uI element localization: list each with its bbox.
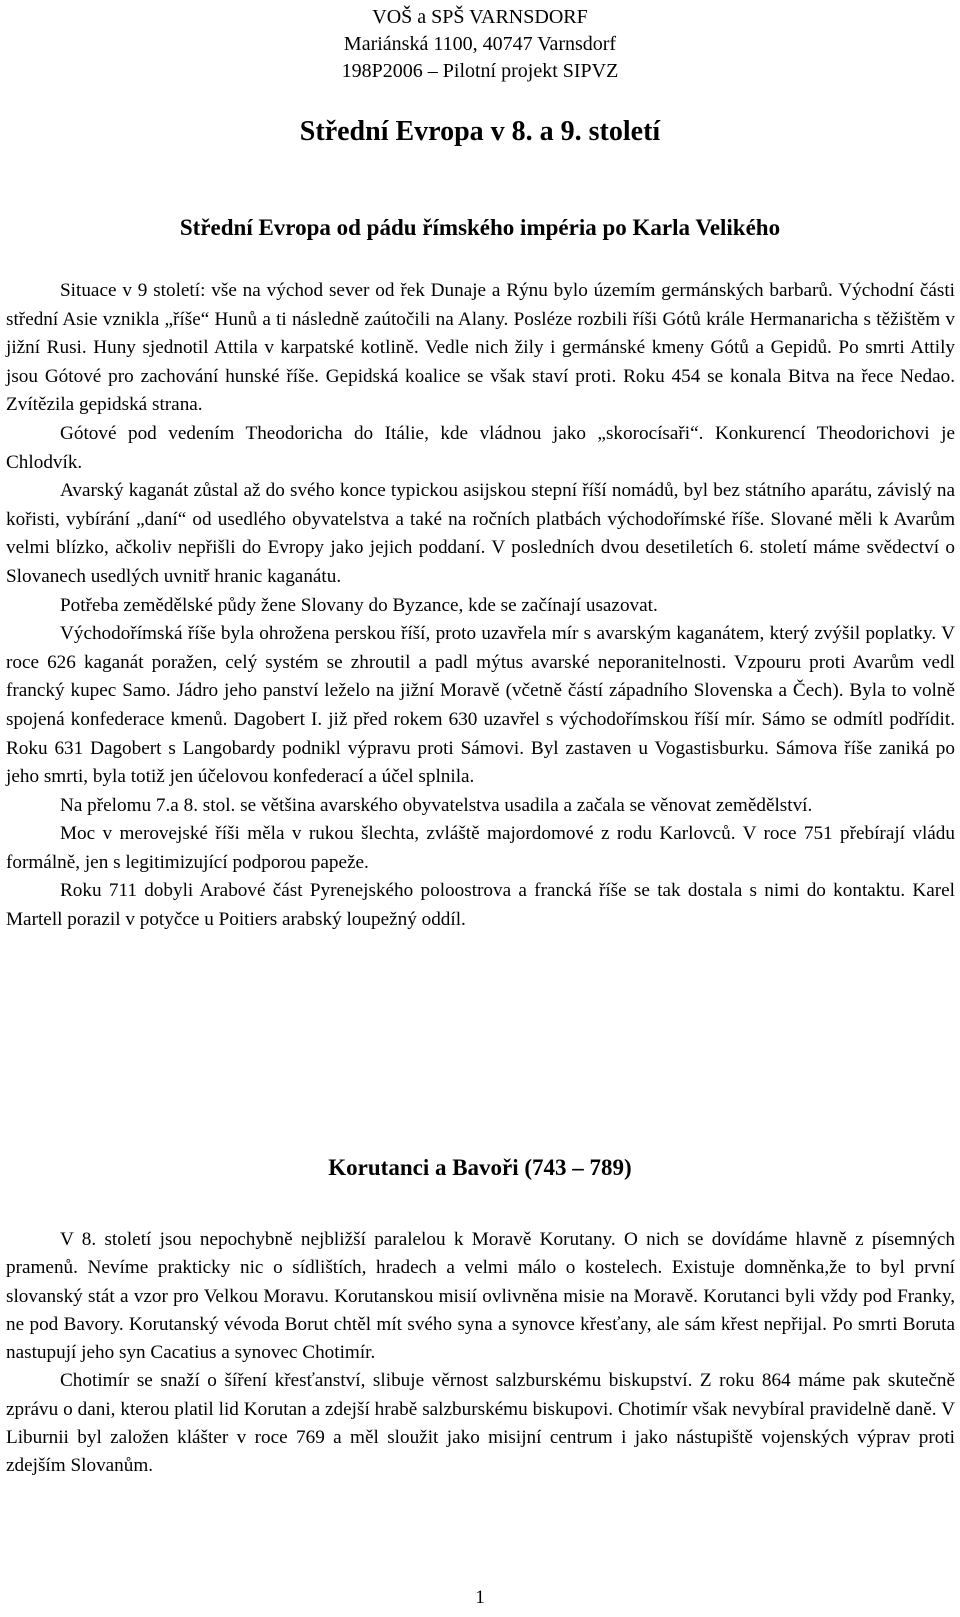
paragraph: Moc v merovejské říši měla v rukou šlechta, zvláště majordomové z rodu Karlovců. V roce 751 přebírají vládu formálně, jen s legitimizující podporou papeže.: [6, 823, 955, 873]
paragraph: V 8. století jsou nepochybně nejbližší paralelou k Moravě Korutany. O nich se dovídáme hlavně z písemných pramenů. Nevíme prakticky nic o sídlištích, hradech a velmi málo o kostelech. Existuje domněnka,že to byl první slovanský stát a vzor pro Velkou Moravu. Korutanskou misií ovlivněna misie na Moravě. Korutanci byli vždy pod Franky, ne pod Bavory. Korutanský vévoda Borut chtěl mít svého syna a synovce křesťany, ale sám křest nepřijal. Po smrti Boruta nastupují jeho syn Cacatius a synovec Chotimír.: [6, 1229, 955, 1364]
section-1-title: Střední Evropa od pádu římského impéria po Karla Velikého: [179, 215, 781, 240]
school-address: Mariánská 1100, 40747 Varnsdorf: [343, 33, 617, 55]
page-number: 1: [475, 1587, 485, 1608]
page-title: Střední Evropa v 8. a 9. století: [299, 116, 661, 147]
paragraph: Roku 711 dobyli Arabové část Pyrenejského poloostrova a francká říše se tak dostala s nimi do kontaktu. Karel Martell porazil v potyčce u Poitiers arabský loupežný oddíl.: [6, 880, 955, 931]
document-header: [0, 4, 960, 85]
paragraph: Gótové pod vedením Theodoricha do Itálie, kde vládnou jako „skorocísaři“. Konkurencí Theodorichovi je Chlodvík.: [6, 422, 955, 473]
school-name: VOŠ a SPŠ VARNSDORF: [372, 6, 588, 28]
paragraph: Situace v 9 století: vše na východ sever od řek Dunaje a Rýnu bylo územím germánských barbarů. Východní části střední Asie vznikla „říše“ Hunů a ti následně zaútočili na Alany. Posléze rozbili říši Gótů krále Hermanaricha s těžištěm v jižní Rusi. Huny sjednotil Attila v karpatské kotlině. Vedle nich žily i germánské kmeny Gótů a Gepidů. Po smrti Attily jsou Gótové pro zachování hunské říše. Gepidská koalice se však staví proti. Roku 454 se konala Bitva na řece Nedao. Zvítězila gepidská strana.: [6, 280, 955, 416]
section-2-body: [6, 1226, 955, 1481]
section-1-body: [6, 277, 955, 935]
paragraph: Avarský kaganát zůstal až do svého konce typickou asijskou stepní říší nomádů, byl bez státního aparátu, závislý na kořisti, vybírání „daní“ od usedlého obyvatelstva a také na ročních platbách východořímské říše. Slované měli k Avarům velmi blízko, ačkoliv nepřišli do Evropy jako jejich poddaní. V posledních dvou desetiletích 6. století máme svědectví o Slovanech usedlých uvnitř hranic kaganátu.: [6, 480, 955, 587]
paragraph: Východořímská říše byla ohrožena perskou říší, proto uzavřela mír s avarským kaganátem, který zvýšil poplatky. V roce 626 kaganát poražen, celý systém se zhroutil a padl mýtus avarské neporanitelnosti. Vzpouru proti Avarům vedl francký kupec Samo. Jádro jeho panství leželo na jižní Moravě (včetně částí západního Slovenska a Čech). Byla to volně spojená konfederace kmenů. Dagobert I. již před rokem 630 uzavřel s východořímskou říší mír. Sámo se odmítl podřídit. Roku 631 Dagobert s Langobardy podnikl výpravu proti Sámovi. Byl zastaven u Vogastisburku. Sámova říše zaniká po jeho smrti, byla totiž jen účelovou konfederací a účel splnila.: [6, 623, 955, 788]
paragraph: Potřeba zemědělské půdy žene Slovany do Byzance, kde se začínají usazovat.: [60, 594, 658, 616]
paragraph: Na přelomu 7.a 8. stol. se většina avarského obyvatelstva usadila a začala se věnovat zemědělství.: [60, 794, 813, 816]
project-name: 198P2006 – Pilotní projekt SIPVZ: [341, 60, 619, 82]
section-2-title: Korutanci a Bavoři (743 – 789): [328, 1155, 632, 1180]
paragraph: Chotimír se snaží o šíření křesťanství, slibuje věrnost salzburskému biskupství. Z roku 864 máme pak skutečně zprávu o dani, kterou platil lid Korutan a zdejší hrabě salzburskému biskupovi. Chotimír však nevybíral pravidelně daně. V Liburnii byl založen klášter v roce 769 a měl sloužit jako misijní centrum i jako nástupiště vojenských výprav proti zdejším Slovanům.: [6, 1370, 955, 1477]
